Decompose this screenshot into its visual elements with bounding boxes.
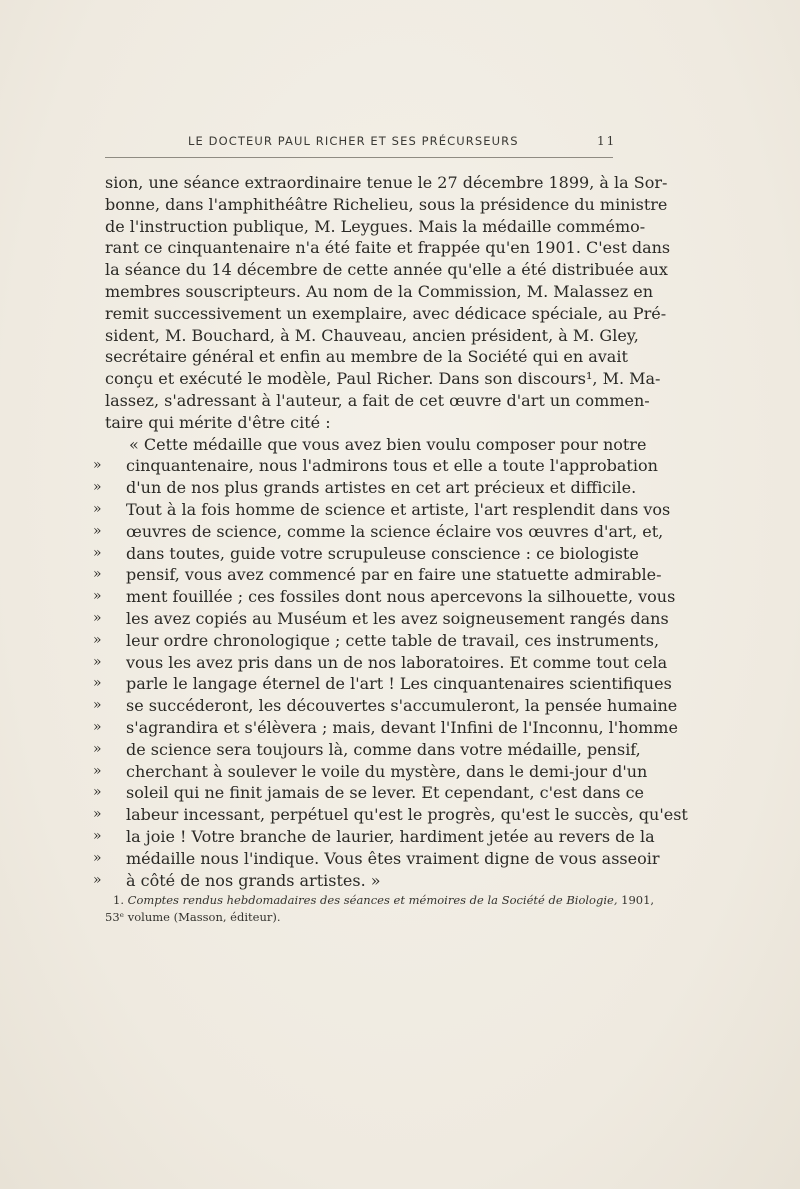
quote-text: vous les avez pris dans un de nos laboratoires. Et comme tout cela (126, 652, 668, 672)
quote-opening-line: « Cette médaille que vous avez bien voulu composer pour notre (129, 434, 647, 454)
footnote-number: 1. (113, 893, 124, 907)
quote-mark: » (93, 631, 102, 648)
quote-line (93, 543, 639, 565)
quote-line (93, 826, 655, 848)
quote-line (93, 499, 671, 521)
paragraph-line: membres souscripteurs. Au nom de la Commission, M. Malassez en (105, 281, 654, 301)
quote-text: à côté de nos grands artistes. » (126, 870, 381, 890)
paragraph-line: sident, M. Bouchard, à M. Chauveau, ancien président, à M. Gley, (105, 325, 639, 345)
footnote-source-title: Comptes rendus hebdomadaires des séances et mémoires de la Société de Biologie, (127, 893, 618, 907)
quote-text: leur ordre chronologique ; cette table de travail, ces instruments, (126, 630, 660, 650)
paragraph-line: bonne, dans l'amphithéâtre Richelieu, sous la présidence du ministre (105, 194, 668, 214)
quote-mark: » (93, 544, 102, 561)
footnote-line (105, 892, 655, 909)
quote-mark: » (93, 500, 102, 517)
paragraph-line: secrétaire général et enfin au membre de la Société qui en avait (105, 347, 628, 367)
quote-mark: » (93, 566, 102, 583)
quote-line (93, 477, 637, 499)
quote-text: de science sera toujours là, comme dans votre médaille, pensif, (126, 739, 641, 759)
quote-mark: » (93, 849, 102, 866)
quote-text: se succéderont, les découvertes s'accumuleront, la pensée humaine (126, 696, 678, 716)
running-head (0, 134, 800, 154)
paragraph-line: conçu et exécuté le modèle, Paul Richer. Dans son discours¹, M. Ma- (105, 369, 661, 389)
quote-mark: » (93, 653, 102, 670)
quote-line (93, 717, 678, 739)
quote-mark: » (93, 609, 102, 626)
quote-line (93, 521, 664, 543)
quote-text: d'un de nos plus grands artistes en cet art précieux et difficile. (126, 478, 637, 498)
quote-text: la joie ! Votre branche de laurier, hardiment jetée au revers de la (126, 826, 655, 846)
quote-mark: » (93, 697, 102, 714)
quote-line (93, 761, 648, 783)
quote-text: œuvres de science, comme la science éclaire vos œuvres d'art, et, (126, 521, 664, 541)
page-number: 11 (597, 134, 617, 148)
quote-text: médaille nous l'indique. Vous êtes vraiment digne de vous asseoir (126, 848, 660, 868)
quote-text: dans toutes, guide votre scrupuleuse conscience : ce biologiste (126, 543, 639, 563)
paragraph-line: taire qui mérite d'être cité : (105, 412, 331, 432)
quote-text: s'agrandira et s'élèvera ; mais, devant l'Infini de l'Inconnu, l'homme (126, 717, 678, 737)
paragraph (105, 172, 671, 434)
quote-mark: » (93, 871, 102, 888)
quote-line (93, 652, 668, 674)
paragraph-line: remit successivement un exemplaire, avec dédicace spéciale, au Pré- (105, 303, 667, 323)
quote-mark: » (93, 784, 102, 801)
quote-line (93, 608, 669, 630)
quote-text: ment fouillée ; ces fossiles dont nous apercevons la silhouette, vous (126, 587, 676, 607)
paragraph-line: lassez, s'adressant à l'auteur, a fait de cet œuvre d'art un commen- (105, 390, 650, 410)
quote-mark: » (93, 762, 102, 779)
quote-line (93, 782, 645, 804)
quote-mark: » (93, 740, 102, 757)
paragraph-line: sion, une séance extraordinaire tenue le 27 décembre 1899, à la Sor- (105, 173, 668, 192)
paragraph-line: rant ce cinquantenaire n'a été faite et frappée qu'en 1901. C'est dans (105, 238, 671, 258)
quote-text: pensif, vous avez commencé par en faire une statuette admirable- (126, 565, 662, 585)
paragraph-line: de l'instruction publique, M. Leygues. Mais la médaille commémo- (105, 216, 646, 236)
header-rule (105, 157, 613, 158)
quote-line (93, 564, 662, 586)
quote-mark: » (93, 457, 102, 474)
quote-line (93, 804, 688, 826)
quote-text: labeur incessant, perpétuel qu'est le progrès, qu'est le succès, qu'est (126, 805, 688, 825)
quote-mark: » (93, 522, 102, 539)
quote-text: cinquantenaire, nous l'admirons tous et elle a toute l'approbation (126, 456, 658, 476)
quote-text: parle le langage éternel de l'art ! Les cinquantenaires scientifiques (126, 674, 672, 694)
quote-line (93, 739, 641, 761)
quote-line (93, 848, 660, 870)
paragraph-line: la séance du 14 décembre de cette année qu'elle a été distribuée aux (105, 260, 668, 280)
quote-text: cherchant à soulever le voile du mystère, dans le demi-jour d'un (126, 761, 648, 781)
footnote (105, 892, 655, 926)
quotation (93, 434, 688, 892)
quote-mark: » (93, 479, 102, 496)
quote-text: les avez copiés au Muséum et les avez soigneusement rangés dans (126, 608, 669, 628)
quote-line (93, 870, 617, 892)
quote-line (93, 455, 658, 477)
body-text (93, 172, 688, 891)
quote-line (93, 586, 676, 608)
quote-line (93, 695, 678, 717)
quote-line (93, 673, 672, 695)
quote-mark: » (93, 675, 102, 692)
quote-text: Tout à la fois homme de science et artiste, l'art resplendit dans vos (126, 499, 671, 519)
quote-line (93, 630, 660, 652)
quote-mark: » (93, 827, 102, 844)
footnote-year: 1901, (621, 893, 655, 907)
running-title: LE DOCTEUR PAUL RICHER ET SES PRÉCURSEURS (188, 134, 519, 148)
quote-mark: » (93, 718, 102, 735)
quote-mark: » (93, 588, 102, 605)
quote-text: soleil qui ne finit jamais de se lever. Et cependant, c'est dans ce (126, 783, 645, 803)
quote-mark: » (93, 806, 102, 823)
footnote-line: 53ᵉ volume (Masson, éditeur). (105, 910, 281, 924)
